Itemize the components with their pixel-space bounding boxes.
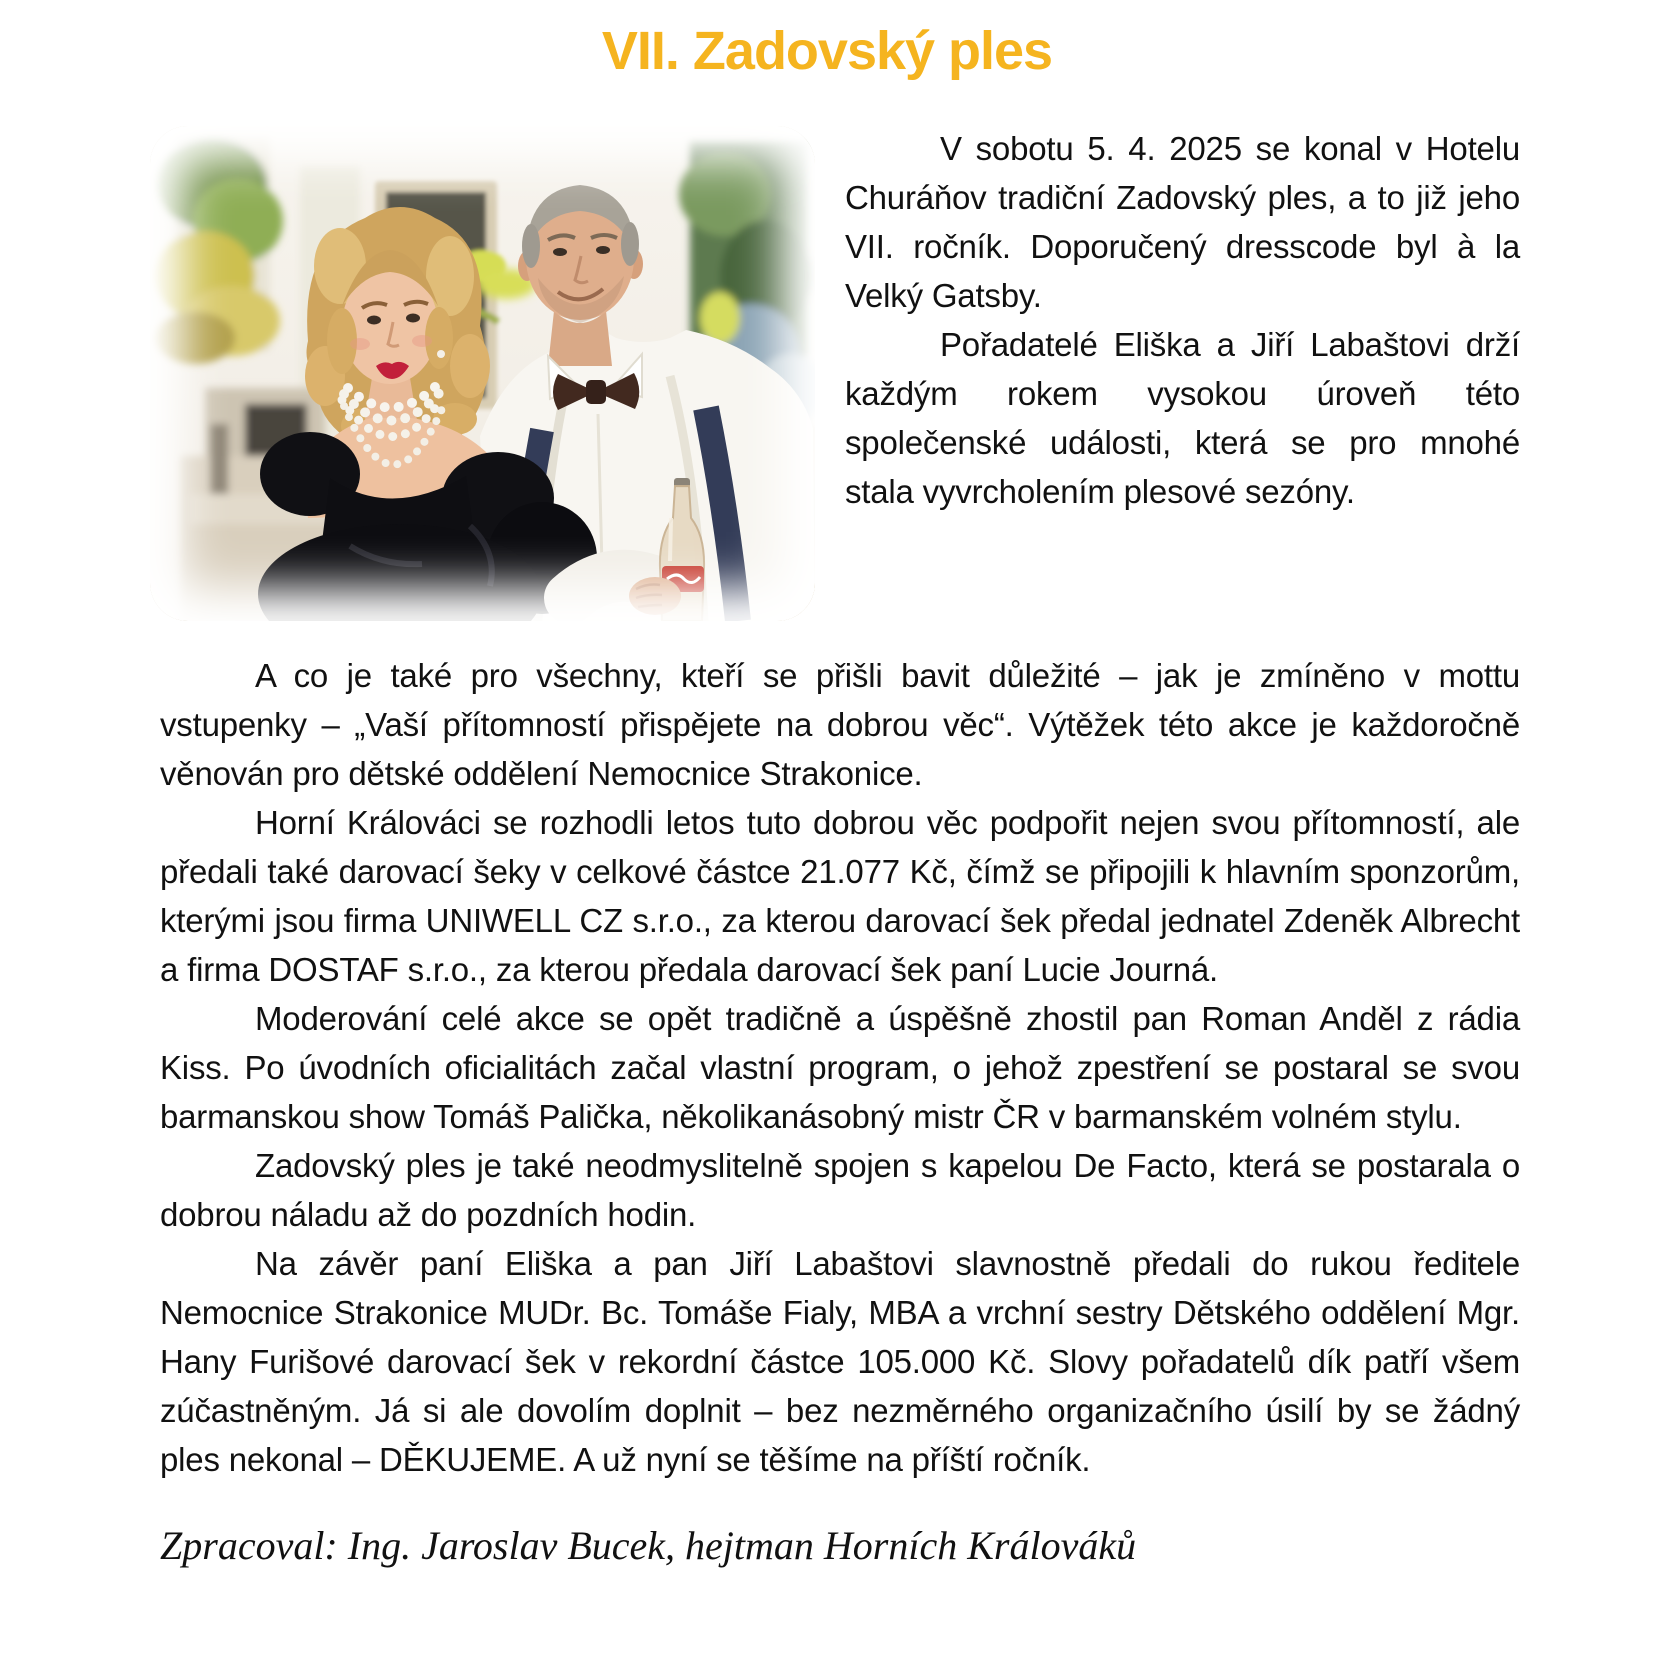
ball-couple-photo	[150, 126, 815, 621]
paragraph-5: Moderování celé akce se opět tradičně a úspěšně zhostil pan Roman Anděl z rádia Kiss. Po úvodních oficialitách začal vlastní program, o jehož zpestření se postaral se svou barmanskou show Tomáš Palička, několikanásobný mistr ČR v barmanském volném stylu.	[160, 1000, 1520, 1135]
paragraph-6: Zadovský ples je také neodmyslitelně spojen s kapelou De Facto, která se postarala o dobrou náladu až do pozdních hodin.	[160, 1147, 1520, 1233]
paragraph-4: Horní Králováci se rozhodli letos tuto dobrou věc podpořit nejen svou přítomností, ale předali také darovací šeky v celkové částce 21.077 Kč, čímž se připojili k hlavním sponzorům, kterými jsou firma UNIWELL CZ s.r.o., za kterou darovací šek předal jednatel Zdeněk Albrecht a firma DOSTAF s.r.o., za kterou předala darovací šek paní Lucie Journá.	[160, 804, 1520, 988]
paragraph-2: Pořadatelé Eliška a Jiří Labaštovi drží každým rokem vysokou úroveň této společenské události, která se pro mnohé stala vyvrcholením plesové sezóny.	[845, 326, 1520, 510]
byline: Zpracoval: Ing. Jaroslav Bucek, hejtman Horních Králováků	[160, 1523, 1137, 1568]
left-painting	[155, 136, 283, 364]
paragraph-1: V sobotu 5. 4. 2025 se konal v Hotelu Churáňov tradiční Zadovský ples, a to již jeho VII. ročník. Doporučený dresscode byl à la Velký Gatsby.	[845, 130, 1520, 314]
paragraph-7: Na závěr paní Eliška a pan Jiří Labaštovi slavnostně předali do rukou ředitele Nemocnice Strakonice MUDr. Bc. Tomáše Fialy, MBA a vrchní sestry Dětského oddělení Mgr. Hany Furišové darovací šek v rekordní částce 105.000 Kč. Slovy pořadatelů dík patří všem zúčastněným. Já si ale dovolím doplnit – bez nezměrného organizačního úsilí by se žádný ples nekonal – DĚKUJEME. A už nyní se těšíme na příští ročník.	[160, 1245, 1520, 1478]
article-body	[160, 124, 1520, 1569]
paragraph-3: A co je také pro všechny, kteří se přišli bavit důležité – jak je zmíněno v mottu vstupenky – „Vaší přítomností přispějete na dobrou věc“. Výtěžek této akce je každoročně věnován pro dětské oddělení Nemocnice Strakonice.	[160, 657, 1520, 792]
page-title: VII. Zadovský ples	[601, 21, 1053, 81]
photo-illustration	[150, 126, 815, 621]
